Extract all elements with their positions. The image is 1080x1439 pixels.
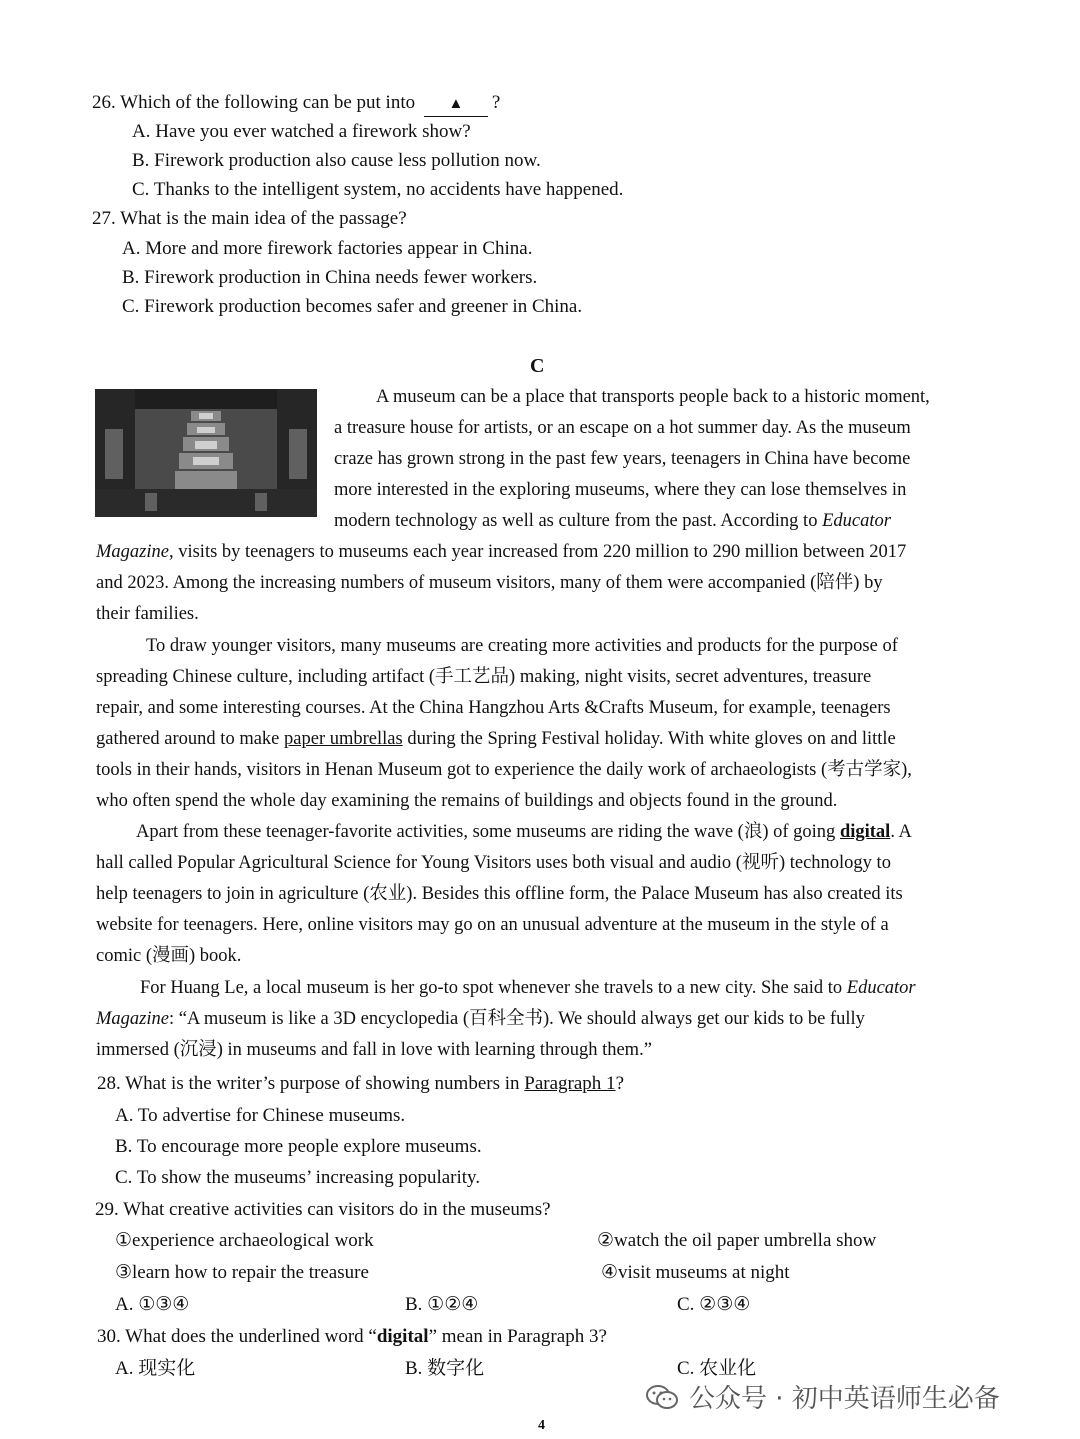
passage-line: hall called Popular Agricultural Science for Young Visitors uses both visual and audio (视听) technology to	[96, 853, 891, 873]
question-26-option-c: C. Thanks to the intelligent system, no accidents have happened.	[132, 179, 624, 200]
passage-text: during the Spring Festival holiday. With white gloves on and little	[407, 729, 896, 749]
watermark	[645, 1378, 1000, 1415]
question-29-option-b: B. ①②④	[405, 1294, 479, 1315]
passage-line: and 2023. Among the increasing numbers of museum visitors, many of them were accompanied (陪伴) by	[96, 573, 883, 593]
question-29-item-1: ①experience archaeological work	[115, 1230, 374, 1251]
passage-line: spreading Chinese culture, including artifact (手工艺品) making, night visits, secret adventures, treasure	[96, 667, 872, 687]
question-27-option-b: B. Firework production in China needs fewer workers.	[122, 267, 538, 288]
passage-line	[334, 506, 990, 537]
question-28-text: 28. What is the writer’s purpose of showing numbers in	[97, 1073, 520, 1094]
question-30-option-b: B. 数字化	[405, 1358, 485, 1379]
passage-line: To draw younger visitors, many museums are creating more activities and products for the purpose of	[146, 636, 898, 656]
answer-blank	[424, 91, 488, 117]
passage-line	[96, 724, 992, 755]
magazine-name: Educator	[846, 978, 916, 998]
question-29-option-a: A. ①③④	[115, 1294, 190, 1315]
question-30-option-c: C. 农业化	[677, 1358, 757, 1379]
magazine-name: Educator	[822, 511, 891, 531]
wechat-icon	[645, 1383, 679, 1411]
question-26-text: 26. Which of the following can be put into	[92, 92, 416, 113]
section-title: C	[530, 355, 545, 377]
passage-line: A museum can be a place that transports people back to a historic moment,	[376, 387, 930, 407]
question-30-option-a: A. 现实化	[115, 1358, 196, 1379]
passage-line: comic (漫画) book.	[96, 946, 242, 966]
underlined-phrase: paper umbrellas	[284, 729, 403, 749]
triangle-mark: ▲	[448, 96, 464, 112]
question-26-option-b: B. Firework production also cause less pollution now.	[132, 150, 541, 171]
magazine-name: Magazine	[96, 1009, 169, 1029]
question-29-item-4: ④visit museums at night	[601, 1262, 790, 1283]
passage-line: who often spend the whole day examining the remains of buildings and objects found in the ground.	[96, 791, 838, 811]
passage-text: For Huang Le, a local museum is her go-to spot whenever she travels to a new city. She said to	[140, 978, 843, 998]
question-30-text: 30. What does the underlined word “	[97, 1326, 377, 1347]
question-28-option-a: A. To advertise for Chinese museums.	[115, 1105, 406, 1126]
question-29-stem: 29. What creative activities can visitors do in the museums?	[95, 1199, 551, 1220]
passage-line	[96, 537, 992, 568]
passage-paragraph-3	[96, 817, 992, 972]
question-30-text: ” mean in Paragraph 3?	[428, 1326, 607, 1347]
passage-line: more interested in the exploring museums, where they can lose themselves in	[334, 480, 907, 500]
question-27-option-c: C. Firework production becomes safer and greener in China.	[122, 296, 583, 317]
passage-line	[96, 973, 992, 1004]
passage-paragraph-2	[96, 631, 992, 817]
passage-text: . A	[890, 822, 912, 842]
passage-text: gathered around to make	[96, 729, 280, 749]
passage-line: their families.	[96, 604, 199, 624]
question-28-option-c: C. To show the museums’ increasing popularity.	[115, 1167, 481, 1188]
question-27-stem: 27. What is the main idea of the passage?	[92, 208, 407, 229]
question-29-option-c: C. ②③④	[677, 1294, 751, 1315]
question-27-option-a: A. More and more firework factories appear in China.	[122, 238, 533, 259]
passage-line: tools in their hands, visitors in Henan Museum got to experience the daily work of archaeologists (考古学家),	[96, 760, 912, 780]
passage-line: help teenagers to join in agriculture (农业). Besides this offline form, the Palace Museum has also created its	[96, 884, 903, 904]
passage-line	[96, 817, 992, 848]
museum-photo	[95, 389, 317, 517]
question-30-stem	[97, 1325, 607, 1349]
underlined-word-digital: digital	[839, 822, 891, 842]
passage-text: : “A museum is like a 3D encyclopedia (百科全书). We should always get our kids to be fully	[168, 1009, 865, 1029]
passage-line	[96, 1004, 992, 1035]
question-28-stem	[97, 1072, 624, 1096]
underlined-paragraph-ref: Paragraph 1	[524, 1073, 616, 1094]
passage-text: modern technology as well as culture from the past. According to	[334, 511, 818, 531]
passage-line: website for teenagers. Here, online visitors may go on an unusual adventure at the museum in the style of a	[96, 915, 889, 935]
magazine-name: Magazine	[96, 542, 169, 562]
watermark-text: 公众号 · 初中英语师生必备	[689, 1384, 1000, 1414]
passage-text: , visits by teenagers to museums each year increased from 220 million to 290 million between 2017	[168, 542, 907, 562]
museum-pagoda-image	[95, 389, 317, 517]
question-mark: ?	[615, 1073, 624, 1094]
question-29-item-3: ③learn how to repair the treasure	[115, 1262, 369, 1283]
passage-paragraph-1-bottom	[96, 537, 992, 630]
question-mark: ?	[491, 92, 501, 113]
page-number: 4	[538, 1418, 545, 1433]
question-28-option-b: B. To encourage more people explore museums.	[115, 1136, 482, 1157]
passage-line: craze has grown strong in the past few years, teenagers in China have become	[334, 449, 911, 469]
question-29-item-2: ②watch the oil paper umbrella show	[597, 1230, 877, 1251]
passage-paragraph-1-top	[334, 382, 990, 537]
passage-line: immersed (沉浸) in museums and fall in love with learning through them.”	[96, 1040, 652, 1060]
passage-line: repair, and some interesting courses. At the China Hangzhou Arts &Crafts Museum, for example, teenagers	[96, 698, 891, 718]
quoted-word-digital: digital	[376, 1326, 429, 1347]
question-26-stem	[92, 91, 500, 117]
passage-paragraph-4	[96, 973, 992, 1066]
passage-text: Apart from these teenager-favorite activities, some museums are riding the wave (浪) of going	[136, 822, 836, 842]
passage-line: a treasure house for artists, or an escape on a hot summer day. As the museum	[334, 418, 911, 438]
question-26-option-a: A. Have you ever watched a firework show?	[132, 121, 471, 142]
